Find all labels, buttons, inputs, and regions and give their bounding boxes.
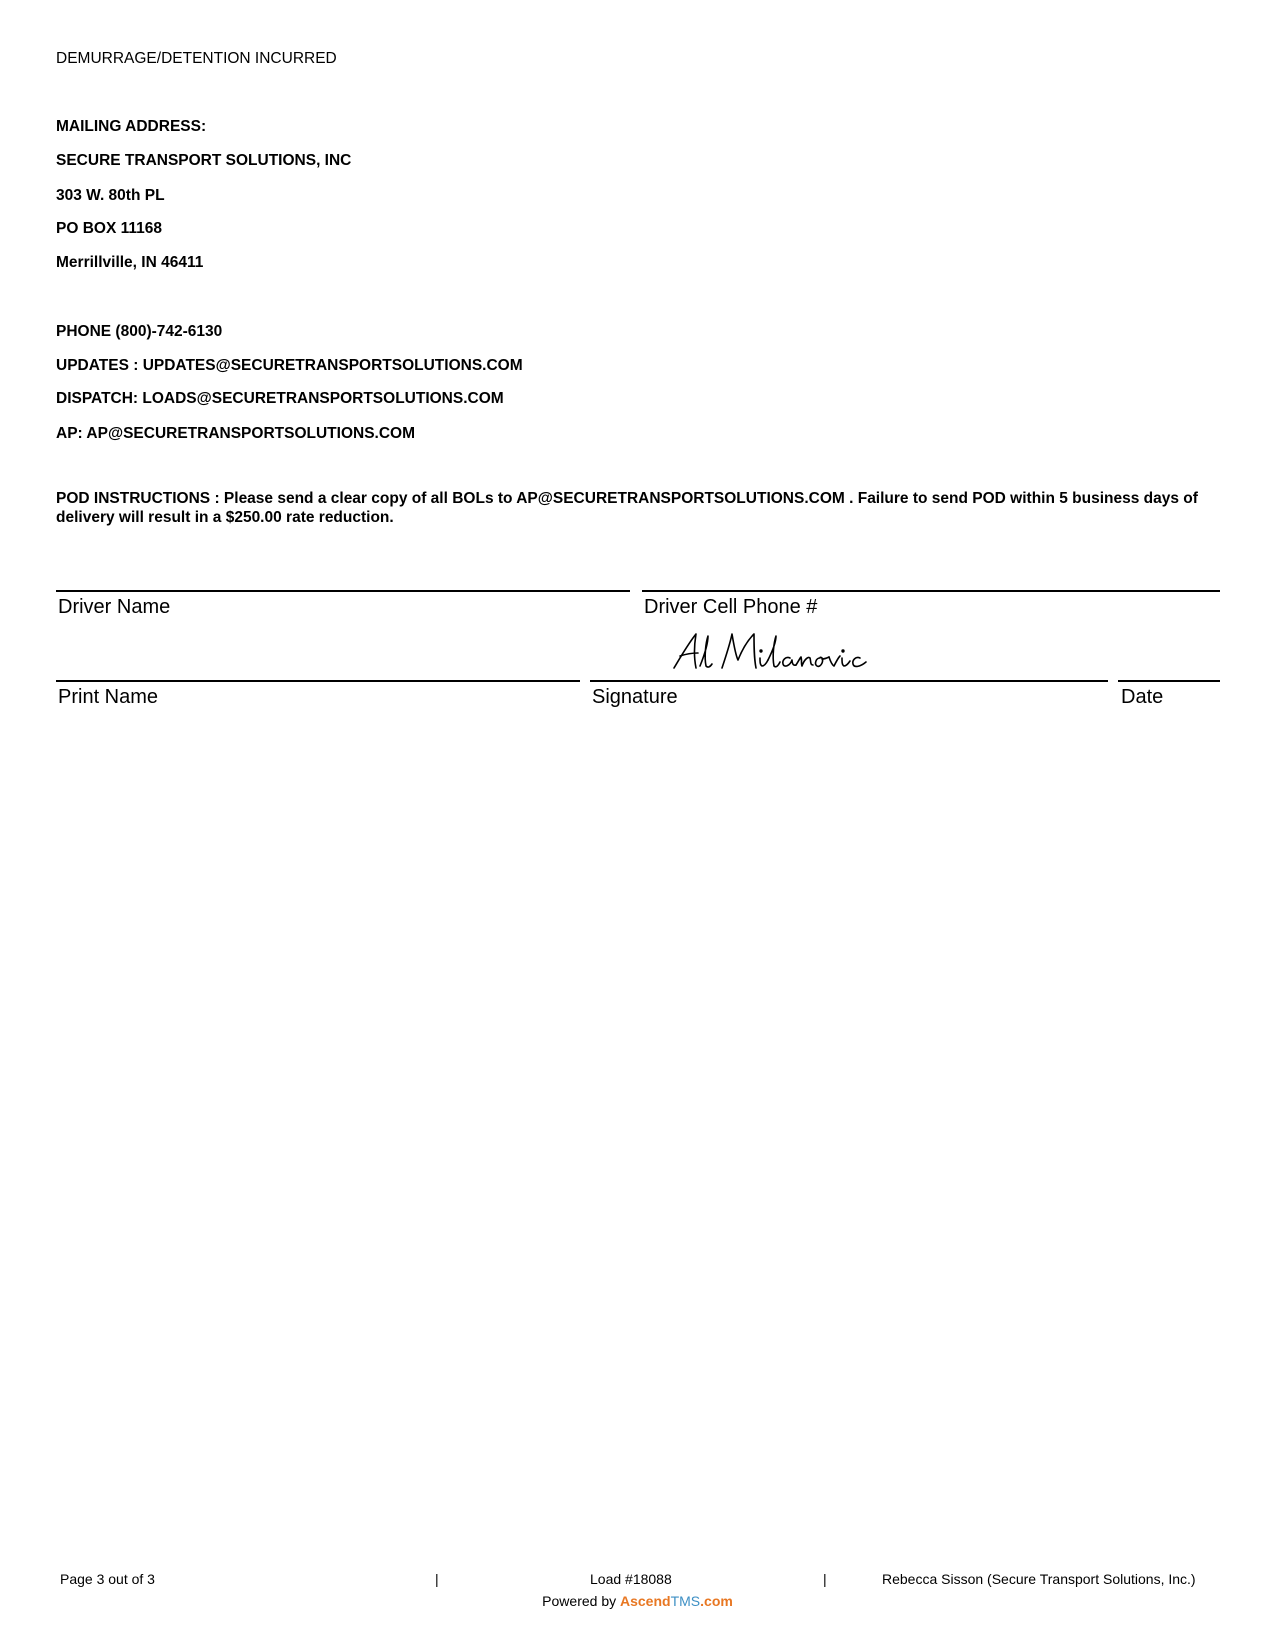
signature-line [590,680,1108,682]
date-label: Date [1121,686,1164,708]
brand-tms: TMS [670,1593,701,1609]
company-name: SECURE TRANSPORT SOLUTIONS, INC [56,152,352,169]
footer-user: Rebecca Sisson (Secure Transport Solutions, Inc.) [882,1571,1196,1587]
mailing-address-label: MAILING ADDRESS: [56,118,207,135]
powered-by-text: Powered by [542,1593,617,1609]
pod-instructions: POD INSTRUCTIONS : Please send a clear copy of all BOLs to AP@SECURETRANSPORTSOLUTIONS.COM . Failure to send POD within 5 business days of delivery will result in a $250.00 rate reduction. [56,490,1198,526]
dispatch-email: DISPATCH: LOADS@SECURETRANSPORTSOLUTIONS.COM [56,390,504,407]
signature-label: Signature [592,686,678,708]
brand-com: .com [700,1593,733,1609]
driver-name-line [56,590,630,592]
print-name-label: Print Name [58,686,159,708]
brand-ascend: Ascend [620,1593,671,1609]
demurrage-note: DEMURRAGE/DETENTION INCURRED [56,50,337,67]
page-number: Page 3 out of 3 [60,1571,155,1587]
date-line [1118,680,1220,682]
driver-cell-line [642,590,1220,592]
powered-by [0,1593,1275,1609]
load-number: Load #18088 [590,1571,672,1587]
driver-cell-label: Driver Cell Phone # [644,596,818,618]
city-state-zip: Merrillville, IN 46411 [56,254,204,271]
driver-name-label: Driver Name [58,596,171,618]
print-name-line [56,680,580,682]
po-box: PO BOX 11168 [56,220,162,237]
footer-separator-left: | [435,1571,439,1587]
handwritten-signature [670,628,890,676]
updates-email: UPDATES : UPDATES@SECURETRANSPORTSOLUTIONS.COM [56,357,523,374]
street-address: 303 W. 80th PL [56,187,165,204]
footer-separator-right: | [823,1571,827,1587]
phone-number: PHONE (800)-742-6130 [56,323,223,340]
ap-email: AP: AP@SECURETRANSPORTSOLUTIONS.COM [56,425,415,442]
